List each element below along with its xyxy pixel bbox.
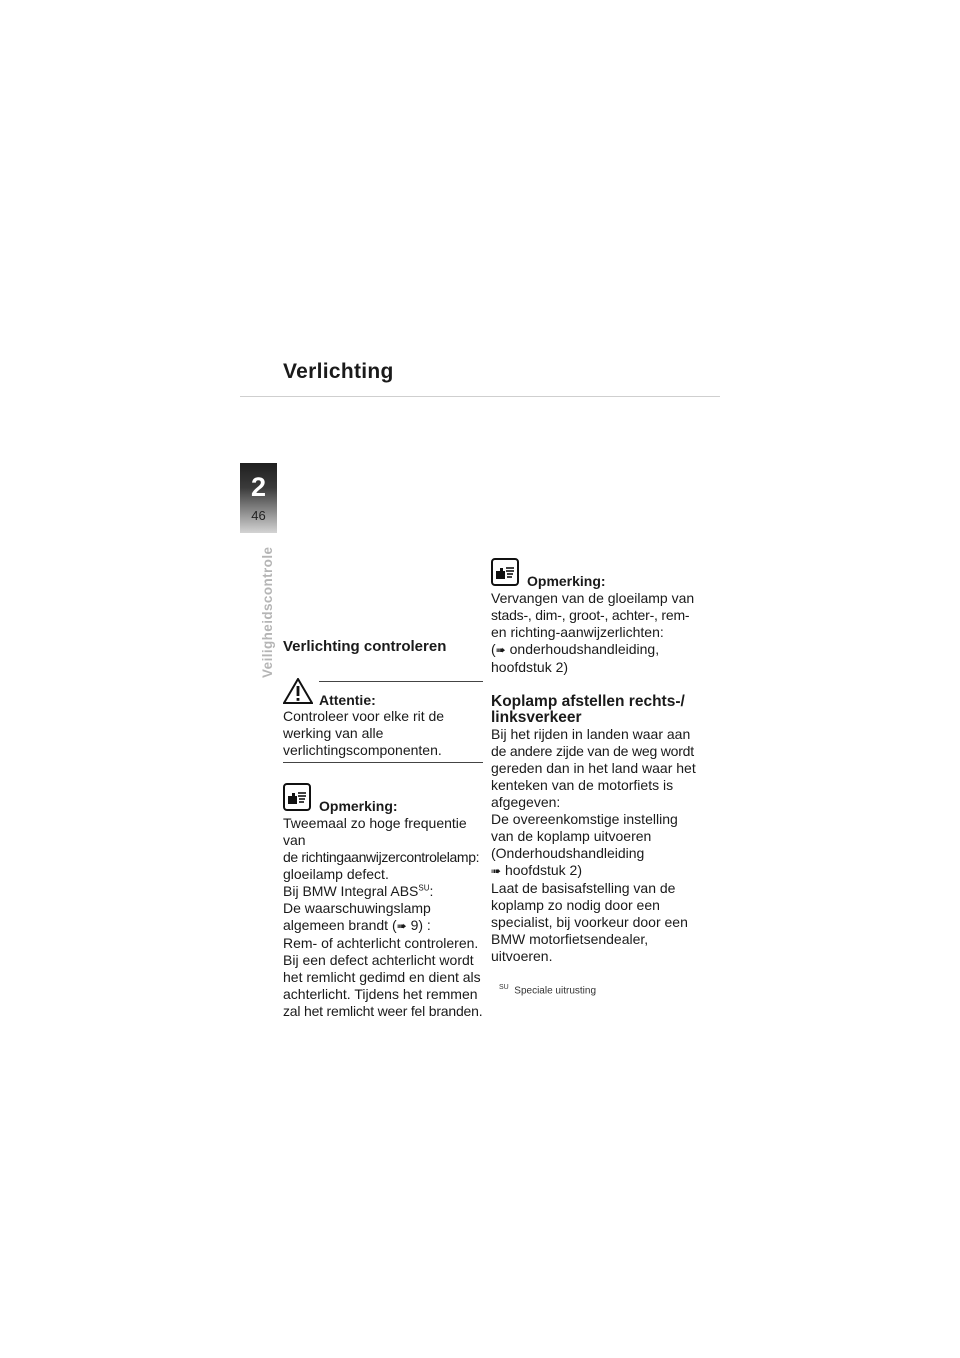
note-line: hoofdstuk 2)	[491, 659, 569, 675]
footnote: $^{SU}$ Speciale uitrusting	[499, 984, 597, 997]
note-line: het remlicht gedimd en dient als	[283, 969, 481, 985]
note-line: Vervangen van de gloeilamp van	[491, 590, 695, 606]
body-line: kenteken van de motorfiets is	[491, 777, 674, 793]
body-line: De overeenkomstige instelling	[491, 811, 678, 827]
body-line: afgegeven:	[491, 794, 561, 810]
arrow-right-icon: ➠	[396, 919, 407, 933]
note-label: Opmerking:	[319, 798, 398, 814]
note-line: stads-, dim-, groot-, achter-, rem-	[491, 607, 690, 623]
right-column	[491, 558, 696, 999]
body-line: BMW motorfietsendealer,	[491, 931, 649, 947]
section-title-verlichting-controleren: Verlichting controleren	[283, 638, 447, 655]
arrow-right-icon: ➠	[495, 643, 506, 657]
note-line: de richtingaanwijzercontrolelamp:	[283, 849, 480, 865]
body-line: Laat de basisafstelling van de	[491, 880, 676, 896]
body-line: ➠ hoofdstuk 2)	[491, 862, 583, 878]
note-line: Bij BMW Integral $ABS^{SU}$:	[283, 883, 434, 899]
body-line: uitvoeren.	[491, 948, 553, 964]
note-line: algemeen brandt (➠ 9) :	[283, 917, 431, 933]
section-title-koplamp: Koplamp afstellen rechts-/ linksverkeer	[491, 693, 685, 726]
chapter-number: 2	[250, 472, 267, 502]
note-label: Opmerking:	[527, 573, 606, 589]
attention-line: Controleer voor elke rit de	[283, 708, 445, 724]
attention-line: werking van alle	[283, 725, 384, 741]
attention-line: verlichtingscomponenten.	[283, 742, 442, 758]
body-line: Bij het rijden in landen waar aan	[491, 726, 691, 742]
note-line: (➠ onderhoudshandleiding,	[491, 641, 660, 657]
note-block	[491, 558, 696, 676]
attention-label: Attentie:	[319, 692, 376, 708]
left-column	[283, 638, 483, 1020]
note-block	[283, 783, 483, 1020]
note-line: Bij een defect achterlicht wordt	[283, 952, 474, 968]
note-hand-icon	[491, 558, 519, 590]
page-title: Verlichting	[283, 360, 394, 383]
chapter-tab	[240, 463, 277, 533]
note-line: gloeilamp defect.	[283, 866, 389, 882]
note-line: Tweemaal zo hoge frequentie van	[283, 815, 467, 848]
arrow-right-icon: ➠	[491, 864, 502, 878]
body-line: (Onderhoudshandleiding	[491, 845, 645, 861]
chapter-side-label: Veiligheidscontrole	[260, 546, 275, 678]
body-line: koplamp zo nodig door een	[491, 897, 660, 913]
koplamp-body	[491, 726, 696, 965]
note-line: achterlicht. Tijdens het remmen	[283, 986, 478, 1002]
body-line: van de koplamp uitvoeren	[491, 828, 652, 844]
body-line: gereden dan in het land waar het	[491, 760, 696, 776]
note-line: en richting-aanwijzerlichten:	[491, 624, 664, 640]
note-line: De waarschuwingslamp	[283, 900, 431, 916]
note-line: Rem- of achterlicht controleren.	[283, 935, 479, 951]
attention-block	[283, 678, 483, 763]
body-line: specialist, bij voorkeur door een	[491, 914, 688, 930]
body-line: de andere zijde van de weg wordt	[491, 743, 694, 759]
header-divider	[240, 396, 720, 397]
page-number: 46	[251, 508, 266, 523]
note-line: zal het remlicht weer fel branden.	[283, 1003, 483, 1019]
note-hand-icon	[283, 783, 311, 815]
warning-triangle-icon	[283, 678, 313, 708]
